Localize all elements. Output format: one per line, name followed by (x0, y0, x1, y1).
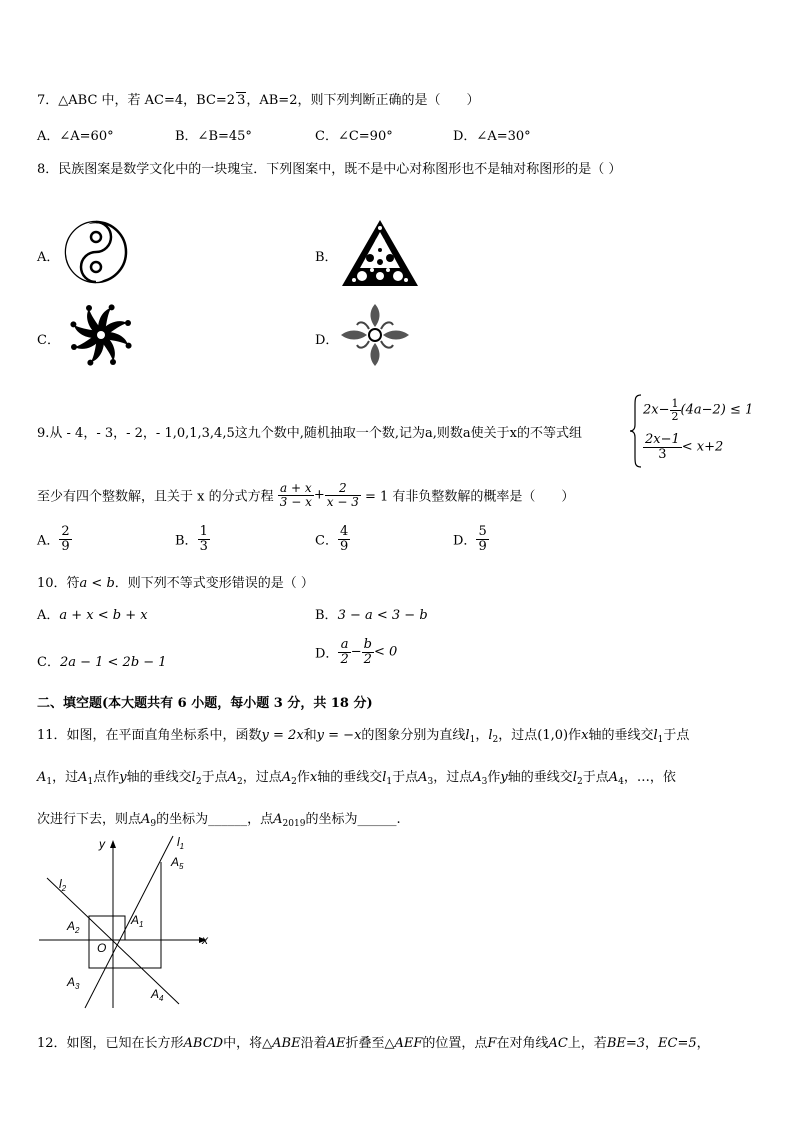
q9-option-c: C． $\frac{4}{9}$ (315, 524, 349, 554)
q11-line-3: 次进行下去，则点$A_9$的坐标为______，点$A_{2019}$的坐标为______. (37, 812, 401, 829)
fig-A2-label: $A_2$ (67, 919, 80, 935)
q7-option-c: C．∠C=90° (315, 129, 393, 144)
fig-A4-label: $A_4$ (151, 987, 164, 1003)
q9-stem: 9.从 - 4，- 3，- 2，- 1,0,1,3,4,5这九个数中,随机抽取一个数,记为a,则数a使关于x的不等式组 (37, 426, 582, 441)
q9-inequality-2: $\frac{2x-1}{3}$ < x+2 (645, 432, 724, 462)
q11-line-1: 11．如图，在平面直角坐标系中，函数y = 2x和y = −x的图象分别为直线$l_1$，$l_2$，过点(1,0)作x轴的垂线交$l_1$于点 (37, 728, 690, 745)
q9-option-a: A． $\frac{2}{9}$ (37, 524, 70, 554)
fig-x-label: x (202, 933, 208, 947)
q12-stem: 12．如图，已知在长方形ABCD中，将△ABE沿着AE折叠至△AEF的位置，点F在对角线AC上，若BE=3，EC=5， (37, 1036, 710, 1051)
q8-label-a: A． (37, 250, 60, 265)
q10-option-a: A．a + x < b + x (37, 608, 148, 623)
q9-option-d: D． $\frac{5}{9}$ (453, 524, 487, 554)
q7-option-b: B．∠B=45° (175, 129, 252, 144)
fig-origin-label: O (97, 941, 107, 955)
fig-A1-label: $A_1$ (131, 913, 144, 929)
section-2-heading: 二、填空题(本大题共有 6 小题，每小题 3 分，共 18 分) (37, 696, 373, 711)
q11-line-2: $A_1$，过$A_1$点作y轴的垂线交$l_2$于点$A_2$，过点$A_2$作x轴的垂线交$l_1$于点$A_3$，过点$A_3$作y轴的垂线交$l_2$于点$A_4$，…，依 (37, 770, 676, 787)
pinwheel-pattern (66, 303, 136, 367)
fig-y-label: y (99, 837, 105, 851)
q10-option-c: C．2a − 1 < 2b − 1 (37, 655, 167, 670)
fig-A5-label: $A_5$ (171, 855, 184, 871)
q10-stem: 10．符a < b．则下列不等式变形错误的是（ ） (37, 576, 314, 591)
q10-option-d: D． $\frac{a}{2}$ − $\frac{b}{2}$ < 0 (315, 637, 398, 667)
q7-stem: 7．△ABC 中，若 AC=4，BC=2 3，AB=2，则下列判断正确的是（ ） (37, 93, 480, 108)
q9-option-b: B． $\frac{1}{3}$ (175, 524, 208, 554)
flower-pattern (339, 302, 411, 368)
q10-option-b: B．3 − a < 3 − b (315, 608, 428, 623)
line-l1 (85, 836, 173, 1008)
q11-coordinate-figure (35, 832, 215, 1012)
q9-inequality-1: 2x− $\frac{1}{2}$ (4a−2) ≤ 1 (643, 397, 754, 423)
q8-label-b: B． (315, 250, 338, 265)
y-axis-arrow-icon (110, 840, 116, 848)
q8-stem: 8．民族图案是数学文化中的一块瑰宝．下列图案中，既不是中心对称图形也不是轴对称图形的是（ ） (37, 162, 622, 177)
fig-l2-label: $l_2$ (59, 877, 67, 893)
fig-l1-label: $l_1$ (177, 835, 185, 851)
fig-A3-label: $A_3$ (67, 975, 80, 991)
q8-label-d: D． (315, 333, 339, 348)
yin-yang-pattern (64, 220, 128, 284)
q9-brace (629, 393, 643, 469)
triangle-pattern (340, 218, 420, 288)
q9-line2: 至少有四个整数解，且关于 x 的分式方程 $\frac{a + x}{3 - x}$ + $\frac{2}{x - 3}$ = 1 有非负整数解的概率是（ ） (37, 481, 575, 509)
q7-option-d: D．∠A=30° (453, 129, 531, 144)
q7-option-a: A．∠A=60° (37, 129, 114, 144)
q8-label-c: C． (37, 333, 60, 348)
